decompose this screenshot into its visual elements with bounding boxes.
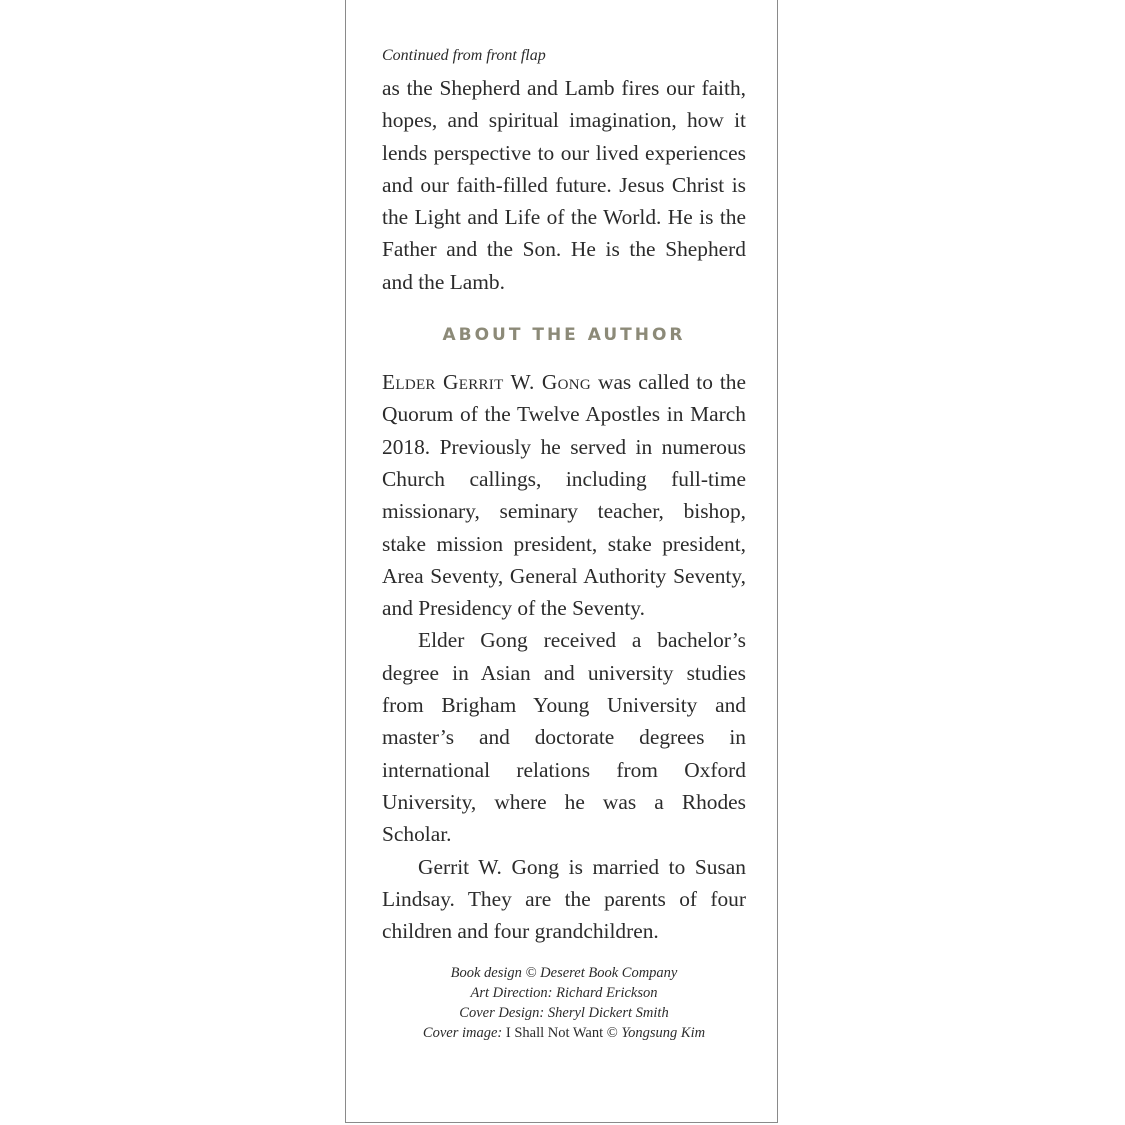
about-author-heading: ABOUT THE AUTHOR [442,325,686,346]
continued-label: Continued from front flap [382,47,546,64]
credit-art-direction: Art Direction: Richard Erickson [470,985,658,1002]
credit-cover-design: Cover Design: Sheryl Dickert Smith [459,1005,669,1022]
intro-paragraph: as the Shepherd and Lamb fires our faith, hopes, and spiritual imagination, how it lends perspective to our lived experiences and our faith-filled future. Jesus Christ is the Light and Life of the World. He is the Father and the Son. He is the Shepherd and the Lamb. [382,76,746,294]
credit-cover-image-label: Cover image: [422,1025,503,1042]
credit-book-design: Book design © Deseret Book Company [450,965,678,982]
bio-paragraph-3: Gerrit W. Gong is married to Susan Lindsay. They are the parents of four children and four grandchildren. [382,854,746,944]
credits-block [382,963,746,1043]
flap-content [382,44,746,1043]
bio-paragraph-2: Elder Gong received a bachelor’s degree in Asian and university studies from Brigham Young University and master’s and doctorate degrees in international relations from Oxford University, where he was a Rhodes Scholar. [382,628,746,847]
author-name-lead: Elder Gerrit W. Gong [382,370,592,395]
bio-paragraph-1-text: was called to the Quorum of the Twelve Apostles in March 2018. Previously he served in numerous Church callings, including full-time missionary, seminary teacher, bishop, stake mission president, stake president, Area Seventy, General Authority Seventy, and Presidency of the Seventy. [382,370,746,621]
book-flap-page [345,0,778,1123]
credit-cover-image-artist: Yongsung Kim [621,1025,706,1042]
credit-cover-image-title: I Shall Not Want © [502,1025,622,1042]
bio-paragraph-1 [382,366,746,624]
credit-cover-image [382,1023,746,1043]
